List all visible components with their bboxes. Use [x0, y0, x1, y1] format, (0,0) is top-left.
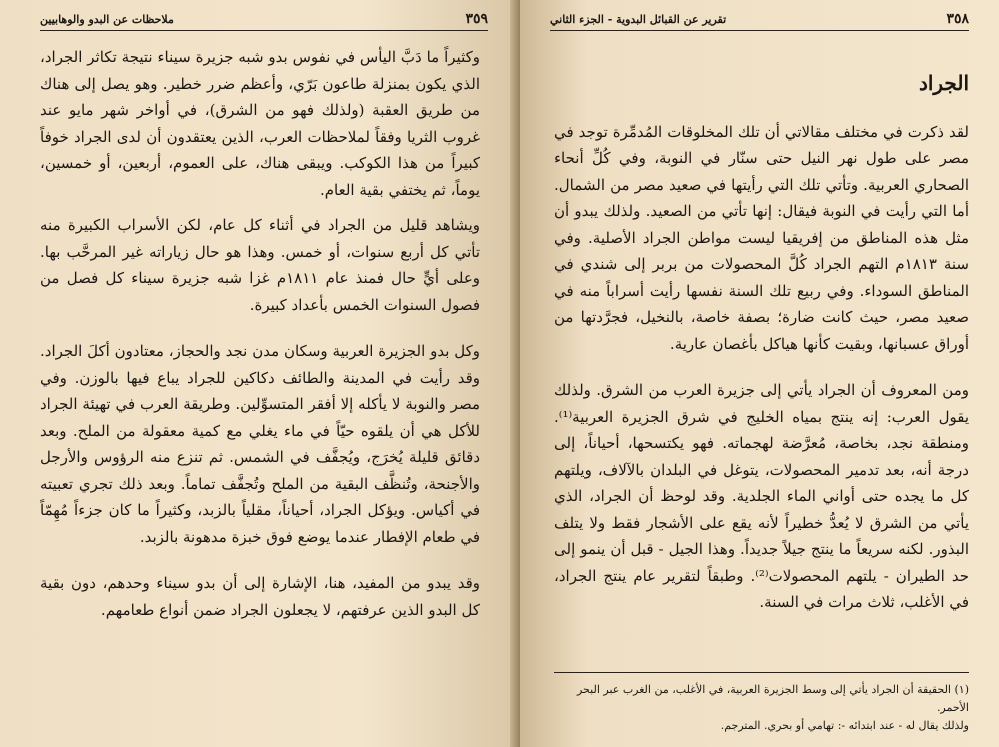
left-page-body — [40, 44, 480, 632]
paragraph: وقد يبدو من المفيد، هنا، الإشارة إلى أن بدو سيناء وحدهم، دون بقية كل البدو الذين عرفتهم، لا يجعلون الجراد ضمن أنواع طعامهم. — [40, 574, 480, 619]
running-title: ملاحظات عن البدو والوهابيين — [40, 12, 174, 26]
right-page-header — [550, 8, 969, 31]
paragraph: ويشاهد قليل من الجراد في أثناء كل عام، لكن الأسراب الكبيرة منه تأتي كل أربع سنوات، أو خمس. وهذا هو حال زياراته غير المرحَّب بها. وعلى أيٍّ حال فمنذ عام ١٨١١م غزا شبه جزيرة سيناء كل فصل من فصول السنوات الخمس بأعداد كبيرة. — [40, 216, 481, 314]
running-title: تقرير عن القبائل البدوية - الجزء الثاني — [550, 12, 727, 26]
page-number: ٣٥٨ — [946, 11, 969, 27]
paragraph: وكل بدو الجزيرة العربية وسكان مدن نجد والحجاز، معتادون أكلَ الجراد. وقد رأيت في المدينة والطائف دكاكين للجراد يباع فيها بالوزن. وفي مصر والنوبة لا يأكله إلا أفقر المتسوِّلين. وطريقة العرب في تهيئة الجراد للأكل هي أن يلقوه حيّاً في ماء يغلي مع كمية معقولة من الملح. وبعد دقائق قليلة يُخرَج، ويُجفَّف في الشمس. ثم تنزع منه الرؤوس والأرجل والأجنحة، وتُنظَّف البقية من الملح وتُجفَّف تماماً. وبعد ذلك تجري تعبيته في أكياس. ويؤكل الجراد، أحياناً، مقلياً بالزبد، وكثيراً ما كان جزءاً مُهِمّاً في طعام الإفطار عندما يوضع فوق خبزة مدهونة بالزبد. — [40, 342, 480, 546]
footnote: (١) الحقيقة أن الجراد يأتي إلى وسط الجزيرة العربية، في الأغلب، من الغرب عبر البحر الأحمر. — [576, 683, 969, 714]
footnote: ولذلك يقال له - عند ابتدائه -: تهامي أو بحري. المترجم. — [720, 719, 969, 732]
left-page-header — [40, 8, 488, 31]
paragraph: لقد ذكرت في مختلف مقالاتي أن تلك المخلوقات المُدمِّرة توجد في مصر على طول نهر النيل حتى سنّار في النوبة، وفي كُلِّ أنحاء الصحاري العربية. وتأتي تلك التي رأيتها في صعيد مصر من الشمال. أما التي رأيت في النوبة فيقال: إنها تأتي من الصعيد. ولذلك يبدو أن مثل هذه المناطق من إفريقيا ليست مواطن الجراد الأصلية. وفي سنة ١٨١٣م التهم الجراد كُلَّ المحصولات من بربر إلى شندي في المناطق السوداء. وفي ربيع تلك السنة نفسها رأيت أسراباً منه في صعيد مصر، حيث كانت ضارة؛ بصفة خاصة، بالنخيل، فجرَّدتها من أوراق عسبانها، وبقيت كأنها هياكل بأغصان عارية. — [554, 122, 969, 353]
paragraph: وكثيراً ما دَبَّ اليأس في نفوس بدو شبه جزيرة سيناء نتيجة تكاثر الجراد، الذي يكون بمنزلة طاعون بَرّي، وأعظم ضرر خطير. وهو يصل إلى هناك من طريق العقبة (ولذلك فهو من الشرق)، في أواخر شهر مايو عند غروب الثريا وفقاً لملاحظات العرب، الذين يعتقدون أن لدى الجراد خوفاً كبيراً من هذا الكوكب. ويبقى هناك، على العموم، أربعين، أو خمسين، يوماً، ثم يختفي بقية العام. — [40, 48, 480, 199]
paragraph: ومن المعروف أن الجراد يأتي إلى جزيرة العرب من الشرق. ولذلك يقول العرب: إنه ينتج بمياه الخليج في شرق الجزيرة العربية⁽¹⁾. ومنطقة نجد، بخاصة، مُعرَّضة لهجماته. فهو يكتسحها، أحياناً، إلى درجة أنه، بعد تدمير المحصولات، يتوغل في البلدان بالآلاف، ويلتهم كل ما يجده حتى أواني الماء الجلدية. وقد لوحظ أن الجراد، الذي يأتي من الشرق لا يُعدُّ خطيراً لأنه يقع على الأشجار فقط ولا يتلف البذور. لكنه سريعاً ما ينتج جيلاً جديداً. وهذا الجيل - قبل أن ينمو إلى حد الطيران - يلتهم المحصولات⁽²⁾. وطبقاً لتقرير عام ينتج الجراد، في الأغلب، ثلاث مرات في السنة. — [554, 381, 969, 611]
right-page — [520, 0, 999, 747]
right-page-body — [554, 70, 969, 625]
footnotes — [554, 672, 969, 735]
page-number: ٣٥٩ — [465, 11, 488, 27]
section-heading: الجراد — [918, 71, 969, 95]
